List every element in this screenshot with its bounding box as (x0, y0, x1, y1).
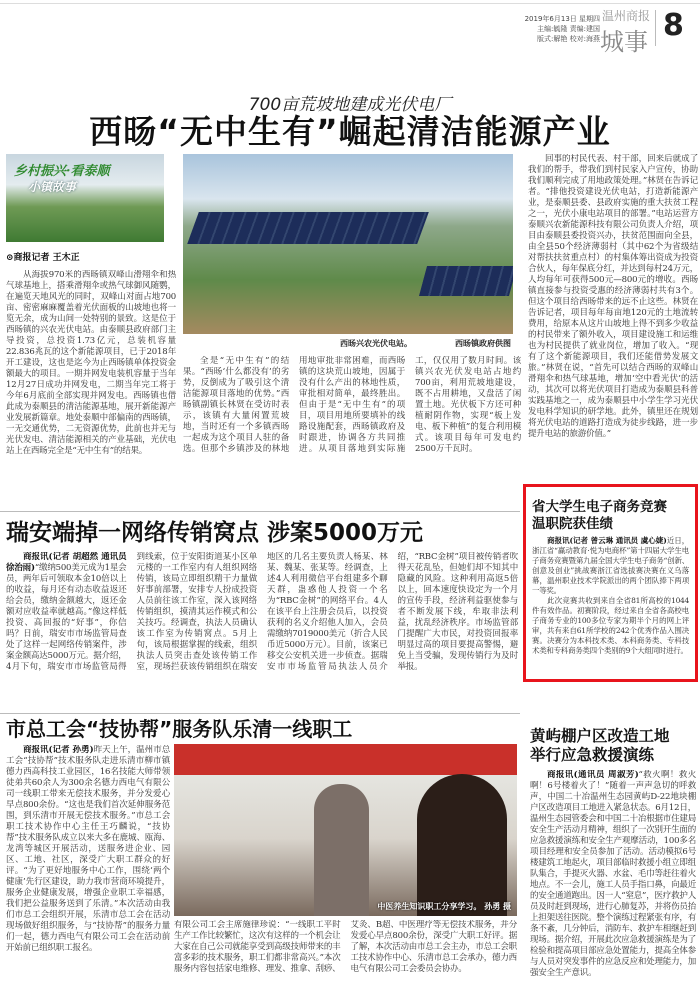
union-column-below: 有限公司工会主席施律珍说：“一线职工平时生产工作比较繁忙，这次有这样的一个机会让大家在自己公司就能享受到高级技师带来的丰富多彩的技术服务，职工们都非常高兴。”本次服务内容包括家电维修、理发、推拿、刮痧、艾灸、B超、中医理疗等无偿技术服务，并分发爱心早点800余份，深受广大职工好评。据了解，本次活动由市总工会主办，市总工会职工技术协作中心、乐清市总工会承办，德力西电气有限公司工会委员会协办。 (174, 920, 517, 974)
page-header (0, 0, 700, 58)
banner-subtitle: 小镇故事 (28, 180, 77, 194)
lead-column-right: 回事的村民代表、村干部，回来后就成了我们的帮手，带我们到村民家入户宣传，协助我们顺利完成了用地政策处理。”林贤在告诉记者。“排他投资建设光伏电站，打造新能源产业，是泰顺县委、县政府实施的重大扶贫工程之一，光伏小康电站项目的部署。”电站运营方泰顺兴农新能源科技有限公司负责人介绍，项目由泰顺县委投资兴办，扶贫范围面向全县，由全县50个经济薄弱村（其中62个为省级结对帮扶扶贫重点村）的村集体筹出资成为投资合伙人，每年保底分红，并达到每村24万元，人均每年可获得500元—800元的增收。西旸镇直接参与投资受惠的经济薄弱村共有3个。但这个项目给西旸带来的远不止这些。林贤在告诉记者，项目每年每亩地120元的土地流转费用，给原本从这片山坡地上得不到多少收益的村民带来了额外收入，项目建设施工和运维也为村民提供了就业岗位，增加了收入。“现有了这个新能源项目，我们还能借势发展文旅。”林贤在说，“首先可以结合西旸的双峰山滑翔伞和热气球基地，增加‘空中看光伏’的活动，其次可以将光伏项目打造成为泰顺县科普实践基地之一，成为泰顺县中小学生学习光伏发电科学知识的研学地。此外，镇里还在规划将光伏电站的道路打造成为徒步线路，进一步提升电站的旅游价值。” (528, 154, 698, 439)
award-headline-1: 省大学生电子商务竞赛 (532, 499, 667, 515)
award-byline: 商报讯(记者 曾云琳 通讯员 虞心婕) (547, 536, 667, 545)
issue-date: 2019年6月13日 星期四 (524, 15, 600, 23)
lead-column-left: 从海拔970米的西旸镇双峰山滑翔伞和热气球基地上，搭乘滑翔伞或热气球御风随鹦，在遍览天地风光的同时，双峰山对面占地700亩、密密麻麻覆盖着光伏面板的山坡地也将一览无余，成为山间一处特别的景致。这是位于西旸镇的兴农光伏电站。由泰顺县政府部门主导投资，总投资1.73亿元，总装机容量22.836兆瓦的这个新能源项目，已于2018年开工建设，这也是迄今为止西旸镇单体投资金额最大的项目。一期并网发电装机容量于当年12月27日成功并网发电，二期当年完工将于今年6月底前全部实现并网发电。西旸镇也借此成为泰顺县的清洁能源基地，展开新能源产业发展新篇章。地处泰顺中部偏南的西旸镇，一无交通优势，二无资源优势，此前也并无与光伏发电、清洁能源相关的产业基础，光伏电站上在西旸完全是“无中生有”的结果。 (6, 270, 176, 456)
ruian-headline: 瑞安端掉一网络传销窝点 涉案5000万元 (6, 520, 424, 546)
award-headline-2: 温职院获佳绩 (532, 516, 613, 532)
award-p2: 此次竞赛共收到来自全省81所高校的1044件有效作品。初赛阶段，经过来自全省各高校电子商务专业的100多位专家为期半个月的网上评审，共有来自61所学校的242个优秀作品入围决赛。决赛分为本科技术类、本科商务类、专科技术类和专科商务类四个类别的9个大组同时进行。 (532, 596, 689, 655)
award-p1: 近日，浙江省“赢动教育·悦为电商杯”第十四届大学生电子商务竞赛暨第九届全国大学生电子商务“创新、创意及创业”挑战赛浙江省选拔赛决赛在义乌落幕，温州职业技术学院派出的两个团队捧下两项一等奖。 (532, 536, 689, 595)
solar-farm-photo (183, 154, 513, 334)
lead-subtitle: 700亩荒坡地建成光伏电厂 (248, 95, 452, 115)
drill-headline-2: 举行应急救援演练 (530, 746, 655, 764)
layout-credits: 版式:解艳 校对:海燕 (537, 35, 600, 43)
union-byline: 商报讯(记者 孙勇) (23, 745, 94, 755)
ruian-byline: 商报讯(记者 胡超然 通讯员 徐治雨) (6, 552, 127, 573)
photo-credit: 西旸镇政府供图 (455, 338, 511, 348)
page-number: 8 (663, 8, 684, 43)
drill-text: “救火啊！救火啊！6号楼着火了！”随着一声声急切的呼救声，中国二十冶温州生态园黄屿D-22地块棚户区改造项目工地进入紧急状态。6月12日，温州生态园管委会和中国二十冶根据市住建局安全生产活动月精神，组织了一次别开生面的应急救援演练和安全生产观摩活动，100多名项目经理和安全员参加了活动。活动模拟6号楼建筑工地起火，项目部临时救援小组立即组队集合，手提灭火器、水盆、毛巾等赶往着火地点。不一会儿，施工人员手指口鼻，向最近的安全通道跑出。因一人“窒息”，医疗救护人员及时赶到现场，进行心肺复苏，并将伤员抬上担架送往医院。整个演练过程紧张有序，有条不紊，几分钟后，消防车、救护车相继赶到现场。据介绍，开展此次应急救援演练是为了检验和提高项目部应急处置能力，提高全体参与人员对突发事件的应急反应和处理能力，加强安全生产意识。 (530, 770, 696, 978)
union-photo (174, 744, 517, 916)
banner-title: 乡村振兴·看泰顺 (14, 164, 110, 179)
lead-headline: 西旸“无中生有”崛起清洁能源产业 (89, 112, 611, 151)
banner-photo (6, 154, 164, 242)
drill-headline-1: 黄屿棚户区改造工地 (530, 727, 670, 745)
lead-column-middle: 全是“无中生有”的结果。“西旸‘什么都没有’的劣势，反倒成为了吸引这个清洁能源项目落地的优势。”西旸镇副镇长林贤在受访时表示，该镇有大量闲置荒坡地，当时还有一个多镇西旸一起成为这个项目人驻的备选。但那个乡镇涉及的林地用地审批非常困难，而西旸镇的这块荒山坡地，因属于没有什么产出的林地性质，审批相对简单，最终胜出。但由于是“无中生有”的项目，项目用地所要填补的线路设施配套，西旸镇政府及时跟进，协调各方共同推进。从项目落地到实际施工，仅仅用了数月时间。该镇兴农光伏发电站占地约700亩，利用荒坡地建设，既不占用耕地，又盘活了闲置土地。光伏板下方还可种植耐阴作物，实现“板上发电、板下种植”的复合利用模式。该项目每年可发电约2500万千瓦时。 (183, 356, 521, 454)
photo-caption: 西旸兴农光伏电站。 (340, 338, 412, 348)
drill-body (530, 770, 696, 986)
union-photo-caption: 中医养生知识职工分享学习。 孙勇 摄 (377, 901, 511, 911)
lead-byline: ⊙商报记者 王木正 (6, 253, 80, 263)
award-article-box (523, 484, 698, 682)
union-text: 昨天上午，温州市总工会“技协帮”技术服务队走进乐清市柳市镇德力西高科技工业园区，16名技能大师带领徒弟共60余人为300余名德力西电气有限公司一线职工带来无偿技术服务，并分发爱心早点800余份。“这也是我们首次延伸服务范围，到乐清市开展无偿技术服务。”市总工会职工技术协作中心主任王巧麟说，“技协帮”技术服务队成立以来大多在鹿城、瓯海、龙湾等城区开展活动，送服务进企业、园区、工地、社区，深受广大职工群众的好评。“为了更好地服务中心工作，围绕‘两个健康’先行区建设，助力我市营商环境提升，服务企业健康发展，增强企业职工幸福感，我们把公益服务送到了乐清。”本次活动由我们市总工会组织开展，乐清市总工会在活动现场做好组织服务，与“技协帮”的服务力量们一起，德力西电气有限公司工会在活动前开始前已组织职工报名。 (6, 745, 170, 953)
ruian-text: “缴纳500美元成为1星会员，两年后可领取本金10倍以上的收益，每月还有动态收益返还给会员，缴纳金额越大，返还金额对应收益率就越高。”像这样低投资、高回报的“好事”，你信吗？日前，瑞安市市场监管局查处了这样一起网络传销案件，涉案金额高达5000万元。据介绍，4月下旬，瑞安市市场监管局得到线索，位于安阳街道某小区单元楼的一工作室内有人组织网络传销，该局立即组织精干力量做好事前部署，安排专人扮成投资人员前往该工作室，深入该网络传销组织，摸清其运作模式和公关技巧。经调查，执法人员确认该工作室为传销窝点。5月上旬，该局根据掌握的线索，组织执法人员突击查处该传销工作室，现场拦获该传销组织在瑞安地区的几名主要负责人杨某、林某、魏某、张某等。经调查，上述4人利用微信平台组建多个聊天群，蛊惑他人投资一个名为“RBC金树”的网络平台。4人在该平台上注册会员后，以投资获利的名义介绍他人加入，会员需缴纳7019000美元（折合人民币近5000万元）。目前，该案已移交公安机关进一步侦查。据瑞安市市场监管局执法人员介绍，“RBC金树”项目被传销者吹得天花乱坠，但她们却不知其中隐藏的风险。这种利用高返5倍以上，回本速度快设定为一个月的宣传手段，经济利益驱使参与者不断发展下线，牟取非法利益，扰乱经济秩序。市场监管部门提醒广大市民，对投资回报率明显过高的项目要提高警惕，避免上当受骗，发现传销行为及时举报。 (6, 552, 518, 672)
ruian-body (6, 552, 518, 710)
union-column-left (6, 745, 170, 985)
paper-name: 温州商报 (602, 9, 651, 23)
union-headline: 市总工会“技协帮”服务队乐清一线职工 (6, 717, 353, 741)
editors: 主编:毓隆 责编:建国 (537, 25, 600, 33)
drill-byline: 商报讯(通讯员 周淑芳) (547, 770, 639, 780)
section-name: 城事 (600, 28, 648, 56)
